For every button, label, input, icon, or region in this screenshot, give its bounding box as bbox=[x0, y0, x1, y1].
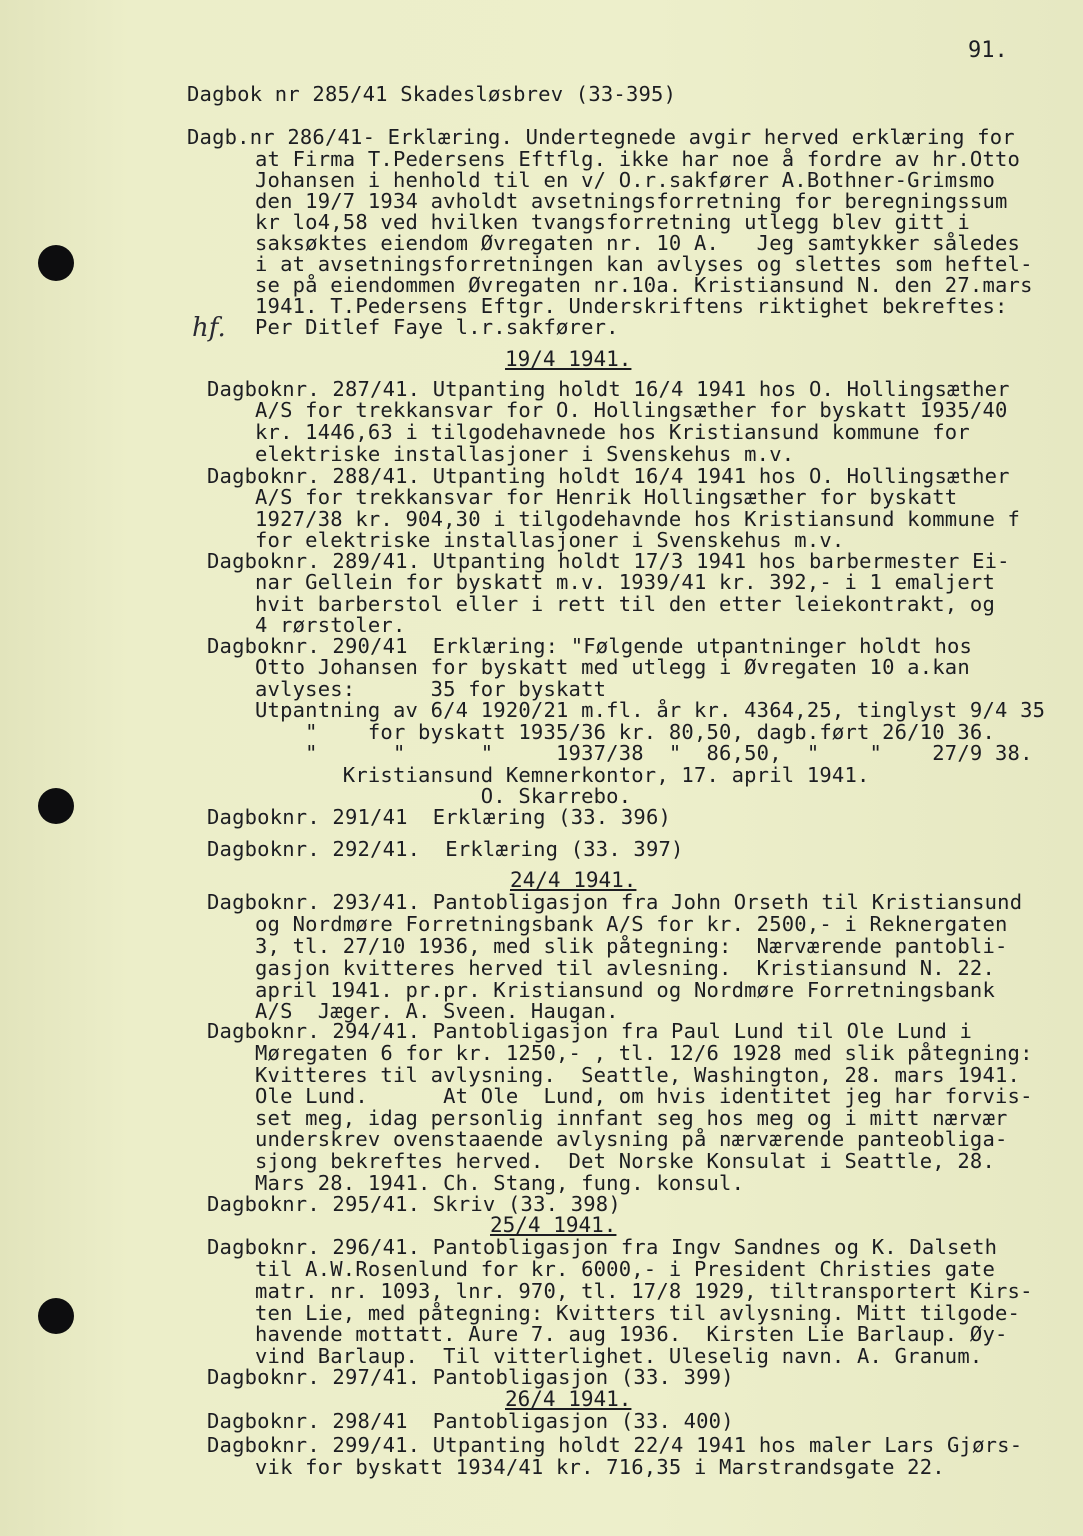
entry-292-line: Dagboknr. 292/41. Erklæring (33. 397) bbox=[207, 837, 684, 861]
entry-296-line: havende mottatt. Aure 7. aug 1936. Kirsten Lie Barlaup. Øy- bbox=[255, 1322, 1008, 1346]
entry-287-line: A/S for trekkansvar for O. Hollingsæther for byskatt 1935/40 bbox=[255, 398, 1008, 422]
entry-286-line: Per Ditlef Faye l.r.sakfører. bbox=[255, 315, 619, 339]
entry-286-line: 1941. T.Pedersens Eftgr. Underskriftens riktighet bekreftes: bbox=[255, 294, 1008, 318]
entry-290-line: avlyses: 35 for byskatt bbox=[255, 677, 607, 701]
date-heading: 19/4 1941. bbox=[505, 347, 632, 371]
entry-288-line: 1927/38 kr. 904,30 i tilgodehavnde hos Kristiansund kommune f bbox=[255, 507, 1021, 531]
entry-294-line: Ole Lund. At Ole Lund, om hvis identitet jeg har forvis- bbox=[255, 1084, 1033, 1108]
entry-293-line: Dagboknr. 293/41. Pantobligasjon fra John Orseth til Kristiansund bbox=[207, 890, 1023, 914]
entry-299-line: vik for byskatt 1934/41 kr. 716,35 i Marstrandsgate 22. bbox=[255, 1455, 945, 1479]
margin-note: hf. bbox=[192, 313, 226, 343]
entry-287-line: elektriske installasjoner i Svenskehus m.v. bbox=[255, 442, 795, 466]
entry-286-line: at Firma T.Pedersens Eftflg. ikke har noe å fordre av hr.Otto bbox=[255, 147, 1021, 171]
entry-293-line: og Nordmøre Forretningsbank A/S for kr. 2500,- i Reknergaten bbox=[255, 912, 1008, 936]
entry-298-line: Dagboknr. 298/41 Pantobligasjon (33. 400) bbox=[207, 1409, 734, 1433]
binder-hole-middle bbox=[38, 788, 74, 824]
entry-293-line: 3, tl. 27/10 1936, med slik påtegning: Nærværende pantobli- bbox=[255, 934, 1008, 958]
entry-297-line: Dagboknr. 297/41. Pantobligasjon (33. 399) bbox=[207, 1365, 734, 1389]
date-heading: 24/4 1941. bbox=[510, 868, 637, 892]
entry-291-line: Dagboknr. 291/41 Erklæring (33. 396) bbox=[207, 805, 672, 829]
entry-296-line: Dagboknr. 296/41. Pantobligasjon fra Ingv Sandnes og K. Dalseth bbox=[207, 1235, 998, 1259]
entry-289-line: nar Gellein for byskatt m.v. 1939/41 kr. 392,- i 1 emaljert bbox=[255, 570, 995, 594]
entry-296-line: vind Barlaup. Til vitterlighet. Uleselig navn. A. Granum. bbox=[255, 1344, 983, 1368]
entry-296-line: ten Lie, med påtegning: Kvitters til avlysning. Mitt tilgode- bbox=[255, 1301, 1021, 1325]
entry-290-line: Otto Johansen for byskatt med utlegg i Øvregaten 10 a.kan bbox=[255, 655, 970, 679]
entry-294-line: Dagboknr. 294/41. Pantobligasjon fra Paul Lund til Ole Lund i bbox=[207, 1019, 973, 1043]
entry-299-line: Dagboknr. 299/41. Utpanting holdt 22/4 1941 hos maler Lars Gjørs- bbox=[207, 1433, 1023, 1457]
entry-289-line: 4 rørstoler. bbox=[255, 613, 406, 637]
entry-287-line: kr. 1446,63 i tilgodehavnede hos Kristiansund kommune for bbox=[255, 420, 970, 444]
entry-286-line: den 19/7 1934 avholdt avsetningsforretning for beregningssum bbox=[255, 189, 1008, 213]
entry-289-line: hvit barberstol eller i rett til den etter leiekontrakt, og bbox=[255, 592, 995, 616]
entry-290-line: " for byskatt 1935/36 kr. 80,50, dagb.ført 26/10 36. bbox=[255, 720, 995, 744]
entry-287-line: Dagboknr. 287/41. Utpanting holdt 16/4 1941 hos O. Hollingsæther bbox=[207, 377, 1010, 401]
entry-290-line: " " " 1937/38 " 86,50, " " 27/9 38. bbox=[255, 741, 1033, 765]
entry-294-line: underskrev ovenstaaende avlysning på nærværende panteobliga- bbox=[255, 1127, 1008, 1151]
entry-286-line: kr lo4,58 ved hvilken tvangsforretning utlegg blev gitt i bbox=[255, 210, 970, 234]
entry-289-line: Dagboknr. 289/41. Utpanting holdt 17/3 1941 hos barbermester Ei- bbox=[207, 549, 1010, 573]
entry-294-line: Kvitteres til avlysning. Seattle, Washington, 28. mars 1941. bbox=[255, 1063, 1021, 1087]
entry-286-line: Johansen i henhold til en v/ O.r.sakfører A.Bothner-Grimsmo bbox=[255, 168, 995, 192]
entry-288-line: Dagboknr. 288/41. Utpanting holdt 16/4 1941 hos O. Hollingsæther bbox=[207, 464, 1010, 488]
entry-290-line: O. Skarrebo. bbox=[255, 784, 632, 808]
entry-294-line: Møregaten 6 for kr. 1250,- , tl. 12/6 1928 med slik påtegning: bbox=[255, 1041, 1033, 1065]
entry-290-line: Kristiansund Kemnerkontor, 17. april 1941. bbox=[255, 763, 870, 787]
binder-hole-top bbox=[38, 245, 74, 281]
entry-293-line: gasjon kvitteres herved til avlesning. Kristiansund N. 22. bbox=[255, 956, 995, 980]
entry-286-line: se på eiendommen Øvregaten nr.10a. Kristiansund N. den 27.mars bbox=[255, 273, 1033, 297]
entry-296-line: matr. nr. 1093, lnr. 970, tl. 17/8 1929, tiltransportert Kirs- bbox=[255, 1279, 1033, 1303]
date-heading: 26/4 1941. bbox=[505, 1387, 632, 1411]
entry-286-line: Dagb.nr 286/41- Erklæring. Undertegnede avgir herved erklæring for bbox=[187, 125, 1015, 149]
entry-285-line: Dagbok nr 285/41 Skadesløsbrev (33-395) bbox=[187, 82, 677, 106]
entry-286-line: i at avsetningsforretningen kan avlyses og slettes som heftel- bbox=[255, 252, 1033, 276]
entry-296-line: til A.W.Rosenlund for kr. 6000,- i President Christies gate bbox=[255, 1257, 995, 1281]
page-number: 91. bbox=[968, 38, 1008, 63]
entry-290-line: Utpantning av 6/4 1920/21 m.fl. år kr. 4364,25, tinglyst 9/4 35 bbox=[255, 698, 1046, 722]
entry-293-line: april 1941. pr.pr. Kristiansund og Nordmøre Forretningsbank bbox=[255, 978, 995, 1002]
entry-290-line: Dagboknr. 290/41 Erklæring: "Følgende utpantninger holdt hos bbox=[207, 634, 973, 658]
entry-286-line: saksøktes eiendom Øvregaten nr. 10 A. Jeg samtykker således bbox=[255, 231, 1021, 255]
entry-288-line: A/S for trekkansvar for Henrik Hollingsæther for byskatt bbox=[255, 485, 958, 509]
entry-294-line: Mars 28. 1941. Ch. Stang, fung. konsul. bbox=[255, 1171, 745, 1195]
entry-288-line: for elektriske installasjoner i Svenskehus m.v. bbox=[255, 528, 845, 552]
binder-hole-bottom bbox=[38, 1298, 74, 1334]
entry-294-line: sjong bekreftes herved. Det Norske Konsulat i Seattle, 28. bbox=[255, 1149, 995, 1173]
entry-293-line: A/S Jæger. A. Sveen. Haugan. bbox=[255, 999, 619, 1023]
entry-294-line: set meg, idag personlig innfant seg hos meg og i mitt nærvær bbox=[255, 1106, 1008, 1130]
entry-295-line: Dagboknr. 295/41. Skriv (33. 398) bbox=[207, 1192, 621, 1216]
date-heading: 25/4 1941. bbox=[490, 1213, 617, 1237]
